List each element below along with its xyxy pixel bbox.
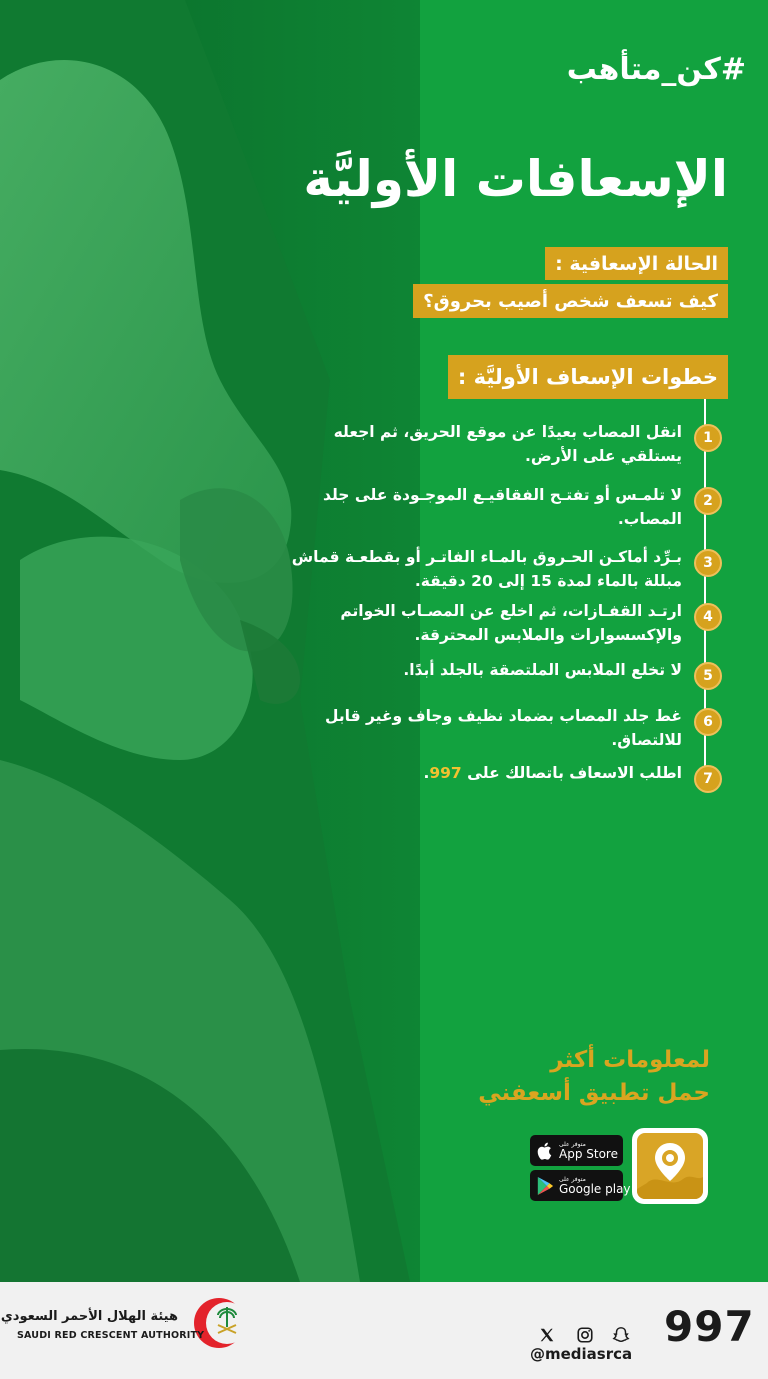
step-item bbox=[282, 483, 722, 543]
step-number: 2 bbox=[694, 487, 722, 515]
badge-caption: متوفر على bbox=[559, 1175, 586, 1183]
step-text: ارتـد القفـازات، ثم اخلع عن المصـاب الخواتم والإكسسوارات والملابس المحترقة. bbox=[340, 602, 682, 644]
red-crescent-logo bbox=[191, 1293, 243, 1353]
step-text: غط جلد المصاب بضماد نظيف وجاف وغير قابل للالتصاق. bbox=[324, 707, 682, 749]
footer bbox=[0, 1282, 768, 1379]
step-text: لا تلمـس أو تفتـح الفقاقيـع الموجـودة على جلد المصاب. bbox=[323, 486, 682, 528]
app-promo-text bbox=[478, 1044, 710, 1110]
app-icon-graphic bbox=[637, 1133, 703, 1199]
step-number: 5 bbox=[694, 662, 722, 690]
step-item bbox=[282, 420, 722, 480]
step-text bbox=[282, 761, 682, 785]
step-number: 4 bbox=[694, 603, 722, 631]
asefni-app-icon[interactable] bbox=[632, 1128, 708, 1204]
org-name-english: SAUDI RED CRESCENT AUTHORITY bbox=[17, 1330, 205, 1341]
google-play-badge[interactable] bbox=[530, 1170, 631, 1201]
step-number: 7 bbox=[694, 765, 722, 793]
social-handle[interactable]: @mediasrca bbox=[530, 1345, 633, 1363]
app-store-badge[interactable] bbox=[530, 1135, 623, 1166]
step-text: بـرِّد أماكـن الحـروق بالمـاء الفاتـر أو بقطعـة قماش مبللة بالماء لمدة 15 إلى 20 دقيقة. bbox=[291, 548, 682, 590]
step-text: لا تخلع الملابس الملتصقة بالجلد أبدًا. bbox=[403, 661, 682, 679]
instagram-icon[interactable] bbox=[576, 1326, 594, 1344]
step-number: 1 bbox=[694, 424, 722, 452]
emergency-hotline[interactable]: 997 bbox=[664, 1302, 755, 1351]
badge-caption: متوفر على bbox=[559, 1140, 586, 1148]
org-name-arabic: هيئة الهلال الأحمر السعودي bbox=[0, 1309, 178, 1324]
hashtag: #كن_متأهب bbox=[566, 52, 746, 87]
badge-label: Google play bbox=[559, 1181, 631, 1196]
badge-label: App Store bbox=[559, 1146, 618, 1161]
map-pin-icon bbox=[637, 1133, 703, 1199]
emergency-number: 997 bbox=[429, 764, 462, 782]
step-item bbox=[282, 545, 722, 605]
promo-line-1: لمعلومات أكثر bbox=[550, 1047, 710, 1073]
page-title: الإسعافات الأوليَّة bbox=[303, 150, 728, 208]
promo-line-2: حمل تطبيق أسعفني bbox=[478, 1080, 710, 1106]
google-play-icon bbox=[536, 1176, 554, 1196]
step-text-part: اطلب الاسعاف باتصالك على bbox=[461, 764, 682, 782]
step-item bbox=[282, 599, 722, 659]
case-question: كيف تسعف شخص أصيب بحروق؟ bbox=[413, 284, 728, 318]
step-number: 6 bbox=[694, 708, 722, 736]
case-label: الحالة الإسعافية : bbox=[545, 247, 728, 280]
step-number: 3 bbox=[694, 549, 722, 577]
apple-icon bbox=[536, 1141, 554, 1161]
step-item bbox=[282, 704, 722, 764]
step-item bbox=[282, 761, 722, 821]
step-text-part: . bbox=[423, 764, 430, 782]
step-text: انقل المصاب بعيدًا عن موقع الحريق، ثم اجعله يستلقي على الأرض. bbox=[333, 423, 682, 465]
snapchat-icon[interactable] bbox=[612, 1326, 630, 1344]
steps-header: خطوات الإسعاف الأوليَّة : bbox=[448, 355, 728, 399]
x-icon[interactable] bbox=[538, 1326, 556, 1344]
